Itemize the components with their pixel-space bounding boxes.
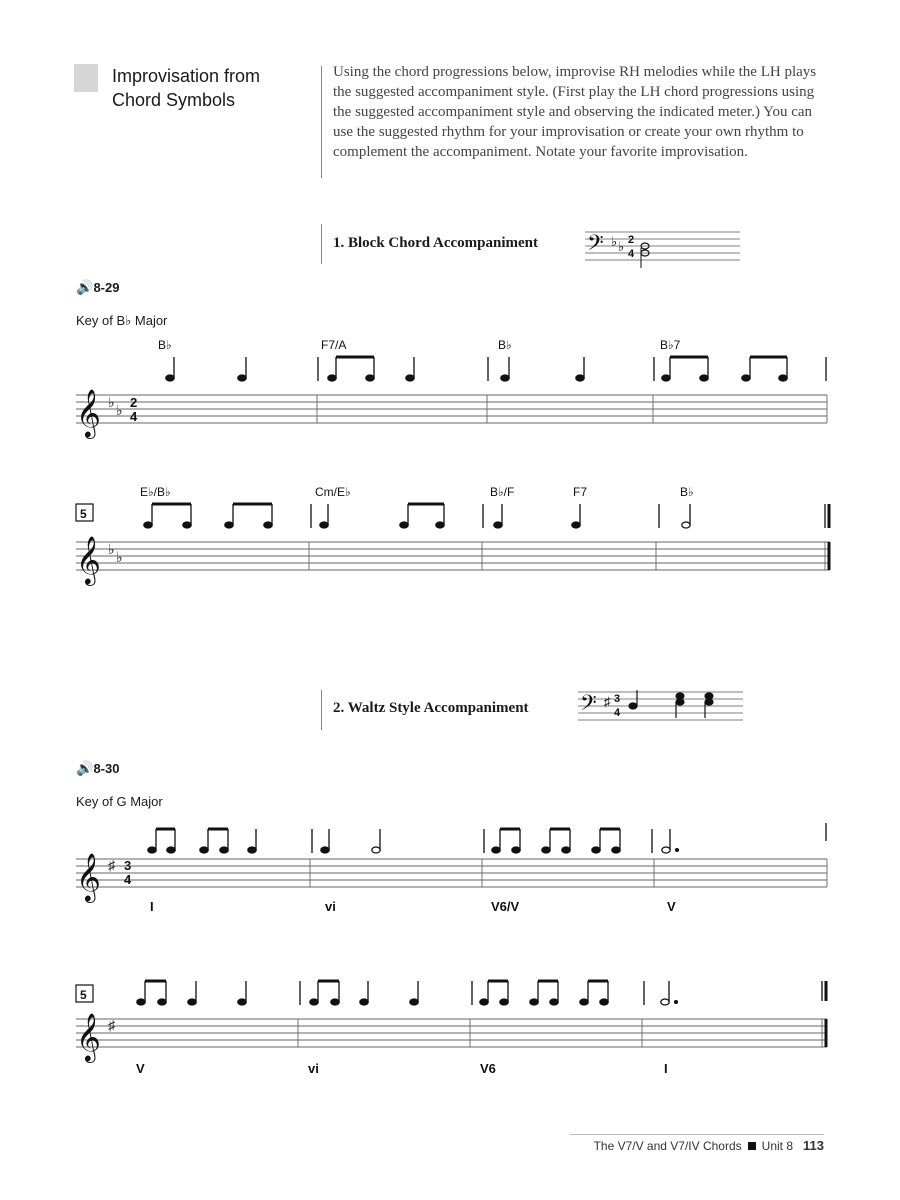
roman-numeral: I (150, 899, 154, 914)
chord-symbol: B♭ (498, 338, 512, 352)
staff-system-1-2 (70, 482, 840, 587)
heading-line-1: Improvisation from (112, 66, 261, 86)
svg-text:♭: ♭ (116, 549, 123, 565)
audio-track-8-30[interactable]: 🔊8-30 (76, 760, 120, 776)
chord-symbol: F7 (573, 485, 588, 499)
svg-text:♭: ♭ (108, 394, 115, 410)
svg-text:𝄞: 𝄞 (76, 1013, 101, 1060)
staff-system-2-2 (70, 975, 840, 1085)
chord-symbol: Cm/E♭ (315, 485, 351, 499)
page-heading (112, 64, 302, 112)
svg-text:𝄞: 𝄞 (76, 536, 101, 583)
svg-text:4: 4 (124, 872, 132, 887)
footer-rule (570, 1134, 824, 1135)
footer-unit: Unit 8 (761, 1139, 794, 1153)
square-bullet-icon (748, 1142, 756, 1150)
svg-text:5: 5 (80, 988, 87, 1002)
svg-text:♭: ♭ (618, 239, 625, 254)
section-1-title: 1. Block Chord Accompaniment (333, 235, 539, 251)
svg-text:♯: ♯ (108, 1017, 115, 1033)
speaker-icon: 🔊 (76, 760, 94, 776)
section-2-title: 2. Waltz Style Accompaniment (333, 700, 529, 716)
page-number: 113 (803, 1138, 824, 1153)
svg-text:4: 4 (614, 707, 621, 719)
instructions-paragraph: Using the chord progressions below, improvise RH melodies while the LH plays the suggested accompaniment style. (First play the LH chord progressions using the suggested accompaniment style and observing the indicated meter.) You can use the suggested rhythm for your improvisation or create your own rhythm to complement the accompaniment. Notate your favorite improvisation. (333, 64, 817, 160)
svg-text:𝄞: 𝄞 (76, 853, 101, 900)
page-footer (594, 1138, 824, 1153)
bass-clef-example (578, 684, 748, 724)
divider (321, 66, 322, 178)
roman-numeral: V6/V (491, 899, 520, 914)
chord-symbol: B♭7 (660, 338, 681, 352)
footer-title: The V7/V and V7/IV Chords (593, 1139, 742, 1153)
svg-text:♭: ♭ (116, 402, 123, 418)
svg-text:𝄢: 𝄢 (587, 230, 604, 260)
divider (321, 690, 322, 730)
svg-text:♯: ♯ (604, 694, 611, 709)
key-label: Key of B♭ Major (76, 313, 168, 328)
roman-numeral: vi (308, 1061, 319, 1076)
svg-text:2: 2 (130, 395, 138, 410)
speaker-icon: 🔊 (76, 279, 94, 295)
chord-symbol: E♭/B♭ (140, 485, 171, 499)
section-marker (74, 64, 98, 92)
chord-symbol: F7/A (321, 338, 347, 352)
svg-text:3: 3 (614, 693, 621, 705)
bass-clef-example (585, 226, 745, 270)
roman-numeral: V6 (480, 1061, 496, 1076)
key-label: Key of G Major (76, 794, 163, 809)
svg-text:♭: ♭ (108, 541, 115, 557)
svg-text:𝄞: 𝄞 (76, 389, 101, 436)
chord-symbol: B♭ (680, 485, 694, 499)
staff-system-2-1 (70, 815, 840, 925)
svg-text:4: 4 (130, 409, 138, 424)
roman-numeral: V (667, 899, 676, 914)
divider (321, 224, 322, 264)
chord-symbol: B♭/F (490, 485, 515, 499)
svg-text:𝄢: 𝄢 (580, 690, 597, 720)
svg-text:3: 3 (124, 858, 132, 873)
roman-numeral: I (664, 1061, 668, 1076)
svg-text:4: 4 (628, 248, 635, 260)
svg-text:2: 2 (628, 234, 635, 246)
svg-text:♯: ♯ (108, 857, 115, 873)
heading-line-2: Chord Symbols (112, 90, 236, 110)
roman-numeral: V (136, 1061, 145, 1076)
svg-text:♭: ♭ (611, 234, 618, 249)
staff-system-1-1 (70, 335, 840, 440)
chord-symbol: B♭ (158, 338, 172, 352)
audio-track-8-29[interactable]: 🔊8-29 (76, 279, 120, 295)
roman-numeral: vi (325, 899, 336, 914)
svg-text:5: 5 (80, 507, 87, 521)
